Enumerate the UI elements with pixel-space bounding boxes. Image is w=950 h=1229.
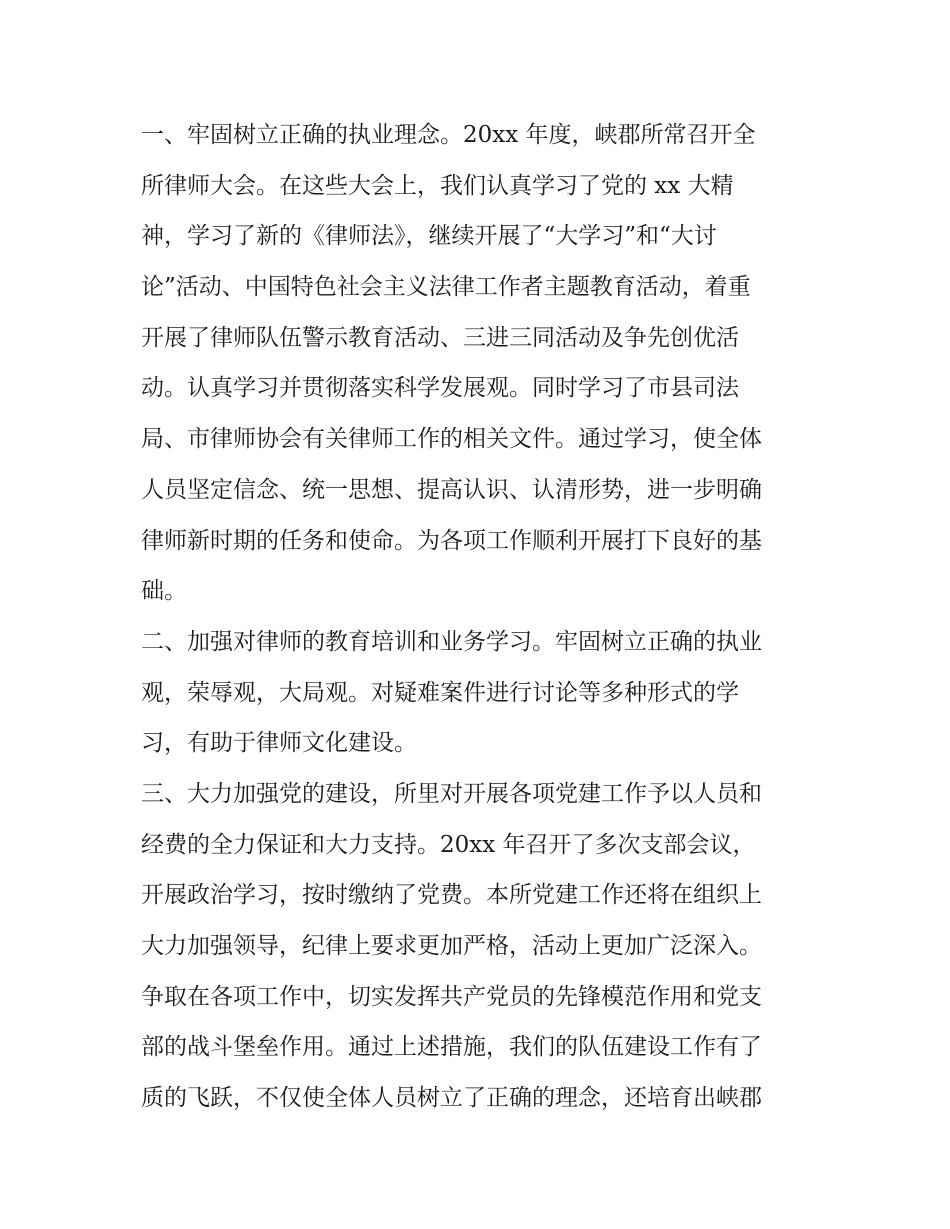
- text-line-7: 局、市律师协会有关律师工作的相关文件。通过学习，使全体: [141, 426, 762, 453]
- text-line-17: 大力加强领导，纪律上要求更加严格，活动上更加广泛深入。: [141, 933, 762, 959]
- text-line-6: 动。认真学习并贯彻落实科学发展观。同时学习了市县司法: [141, 375, 739, 402]
- text-line-8: 人员坚定信念、统一思想、提高认识、认清形势，进一步明确: [141, 476, 762, 503]
- text-line-18: 争取在各项工作中，切实发挥共产党员的先锋模范作用和党支: [141, 983, 762, 1010]
- text-line-15: 经费的全力保证和大力支持。20xx 年召开了多次支部会议，: [141, 831, 756, 858]
- text-line-19: 部的战斗堡垒作用。通过上述措施，我们的队伍建设工作有了: [141, 1034, 762, 1061]
- text-line-12: 观，荣辱观，大局观。对疑难案件进行讨论等多种形式的学: [141, 679, 739, 706]
- text-line-1: 一、牢固树立正确的执业理念。20xx 年度，峡郡所常召开全: [141, 122, 756, 148]
- text-line-16: 开展政治学习，按时缴纳了党费。本所党建工作还将在组织上: [141, 882, 762, 909]
- text-line-10: 础。: [141, 578, 187, 605]
- text-line-13: 习，有助于律师文化建设。: [141, 730, 417, 757]
- text-line-11: 二、加强对律师的教育培训和业务学习。牢固树立正确的执业: [141, 628, 762, 655]
- text-line-4: 论”活动、中国特色社会主义法律工作者主题教育活动，着重: [141, 274, 751, 301]
- text-line-3: 神，学习了新的《律师法》，继续开展了“大学习”和“大讨: [141, 223, 717, 250]
- text-line-2: 所律师大会。在这些大会上，我们认真学习了党的 xx 大精: [141, 172, 734, 199]
- text-line-14: 三、大力加强党的建设，所里对开展各项党建工作予以人员和: [141, 780, 762, 807]
- text-line-9: 律师新时期的任务和使命。为各项工作顺利开展打下良好的基: [141, 527, 762, 554]
- text-line-5: 开展了律师队伍警示教育活动、三进三同活动及争先创优活: [141, 324, 739, 351]
- body-text: [141, 110, 821, 1124]
- text-line-20: 质的飞跃，不仅使全体人员树立了正确的理念，还培育出峡郡: [141, 1085, 762, 1112]
